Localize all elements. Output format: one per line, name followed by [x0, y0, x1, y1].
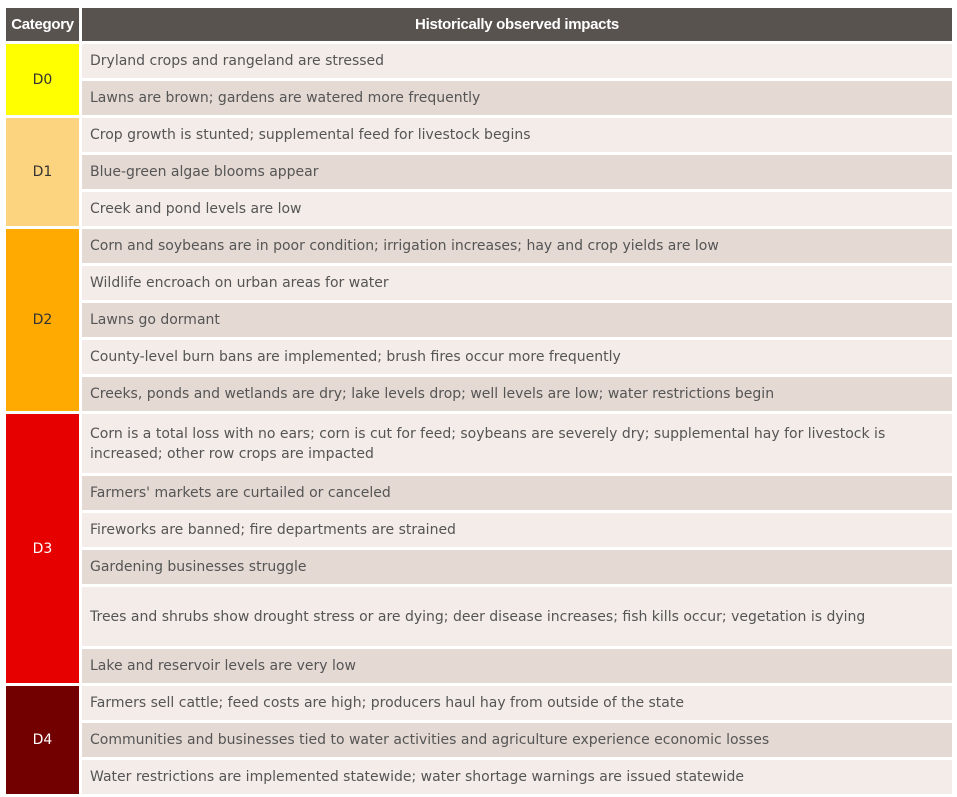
table-row [6, 266, 952, 300]
impact-cell: Dryland crops and rangeland are stressed [82, 44, 952, 78]
impact-cell: Lawns go dormant [82, 303, 952, 337]
impact-cell: Blue-green algae blooms appear [82, 155, 952, 189]
impact-cell: Creek and pond levels are low [82, 192, 952, 226]
impact-cell: Wildlife encroach on urban areas for water [82, 266, 952, 300]
impact-cell: Creeks, ponds and wetlands are dry; lake levels drop; well levels are low; water restrictions begin [82, 377, 952, 411]
impact-cell: Corn and soybeans are in poor condition; irrigation increases; hay and crop yields are low [82, 229, 952, 263]
impact-cell: Water restrictions are implemented statewide; water shortage warnings are issued statewide [82, 760, 952, 794]
table-row [6, 155, 952, 189]
drought-impacts-table-container [6, 8, 956, 797]
impact-cell: Lawns are brown; gardens are watered more frequently [82, 81, 952, 115]
table-row [6, 192, 952, 226]
table-body [6, 44, 952, 794]
table-row [6, 760, 952, 794]
category-cell-d4: D4 [6, 686, 79, 794]
category-column-header: Category [6, 8, 79, 41]
impact-cell: Farmers sell cattle; feed costs are high; producers haul hay from outside of the state [82, 686, 952, 720]
table-row [6, 44, 952, 78]
table-row [6, 229, 952, 263]
category-cell-d2: D2 [6, 229, 79, 411]
table-row [6, 377, 952, 411]
impact-cell: Fireworks are banned; fire departments are strained [82, 513, 952, 547]
table-header-row [6, 8, 952, 41]
table-row [6, 340, 952, 374]
impact-cell: Trees and shrubs show drought stress or are dying; deer disease increases; fish kills occur; vegetation is dying [82, 587, 952, 646]
impact-cell: Communities and businesses tied to water activities and agriculture experience economic losses [82, 723, 952, 757]
table-row [6, 414, 952, 473]
table-row [6, 550, 952, 584]
table-row [6, 513, 952, 547]
impact-cell: Crop growth is stunted; supplemental feed for livestock begins [82, 118, 952, 152]
drought-impacts-table [3, 5, 955, 797]
table-row [6, 476, 952, 510]
table-row [6, 723, 952, 757]
table-row [6, 649, 952, 683]
impact-cell: Corn is a total loss with no ears; corn is cut for feed; soybeans are severely dry; supplemental hay for livestock is increased; other row crops are impacted [82, 414, 952, 473]
category-cell-d3: D3 [6, 414, 79, 683]
impacts-column-header: Historically observed impacts [82, 8, 952, 41]
table-row [6, 81, 952, 115]
table-row [6, 118, 952, 152]
impact-cell: Lake and reservoir levels are very low [82, 649, 952, 683]
impact-cell: County-level burn bans are implemented; brush fires occur more frequently [82, 340, 952, 374]
table-row [6, 303, 952, 337]
category-cell-d0: D0 [6, 44, 79, 115]
impact-cell: Gardening businesses struggle [82, 550, 952, 584]
category-cell-d1: D1 [6, 118, 79, 226]
table-row [6, 587, 952, 646]
impact-cell: Farmers' markets are curtailed or canceled [82, 476, 952, 510]
table-row [6, 686, 952, 720]
